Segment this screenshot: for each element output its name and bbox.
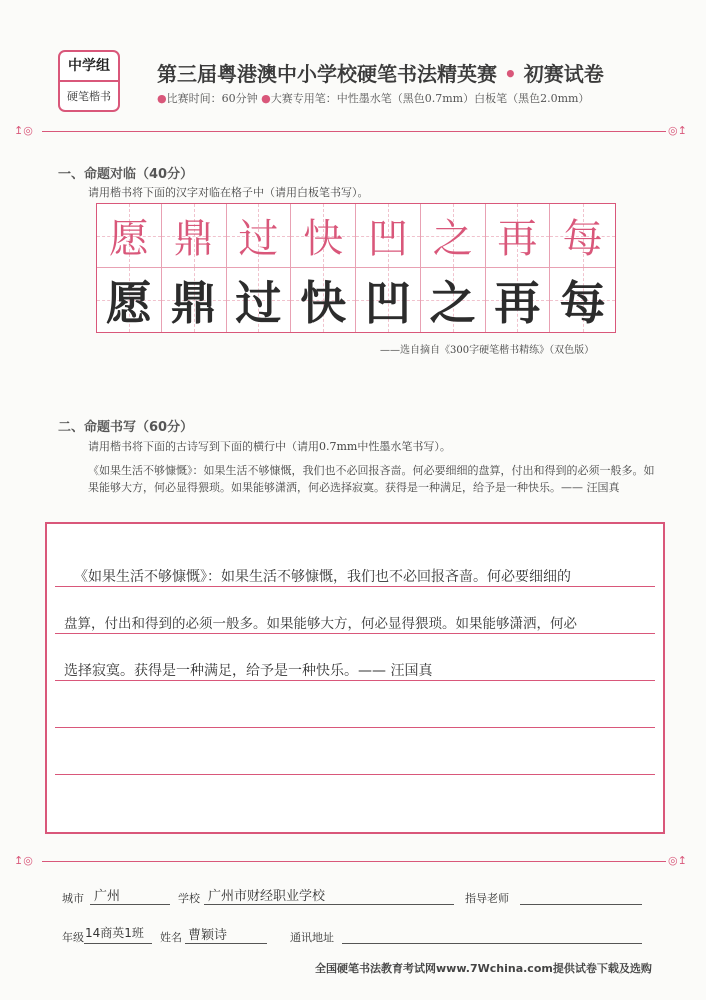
grid-cell-written <box>97 268 162 332</box>
grade-line <box>84 943 152 944</box>
school-label: 学校 <box>178 892 200 905</box>
grid-cell-model <box>97 204 162 268</box>
grid-cell-model <box>227 204 292 268</box>
page-title <box>157 58 604 87</box>
written-char: 鼎 <box>170 276 217 330</box>
ornament-icon: ↥◎ <box>14 124 33 137</box>
written-char: 过 <box>235 276 282 330</box>
poem-text: 《如果生活不够慷慨》：如果生活不够慷慨，我们也不必回报吝啬。何必要细细的盘算，付出和得到的必须一般多。如果能够大方，何必显得猥琐。如果能够潇洒，何必选择寂寞。获得是一种满足，给予是一种快乐。—— 汪国真 <box>88 464 655 494</box>
written-char: 之 <box>429 276 476 330</box>
model-char: 快 <box>303 216 344 262</box>
copy-grid <box>96 203 616 333</box>
writing-line <box>55 633 655 634</box>
grid-cell-written <box>162 268 227 332</box>
section2-instruction: 请用楷书将下面的古诗写到下面的横行中（请用0.7mm中性墨水笔书写）。 <box>88 440 451 453</box>
grid-cell-written <box>227 268 292 332</box>
title-main: 第三届粤港澳中小学校硬笔书法精英赛 <box>157 62 497 86</box>
title-sub: 初赛试卷 <box>523 62 604 86</box>
model-char: 愿 <box>108 216 149 262</box>
address-line[interactable] <box>342 943 642 944</box>
handwritten-line: 选择寂寞。获得是一种满足，给予是一种快乐。—— 汪国真 <box>64 663 433 679</box>
writing-line <box>55 680 655 681</box>
grid-cell-written <box>550 268 615 332</box>
footer-note: 全国硬笔书法教育考试网www.7Wchina.com提供试卷下载及选购 <box>315 962 652 975</box>
written-char: 再 <box>494 276 541 330</box>
grid-cell-written <box>356 268 421 332</box>
ornament-icon: ◎↥ <box>668 124 687 137</box>
writing-line <box>55 774 655 775</box>
teacher-label: 指导老师 <box>465 892 509 905</box>
written-char: 愿 <box>105 276 152 330</box>
model-char: 凹 <box>367 216 408 262</box>
model-char: 每 <box>562 216 603 262</box>
model-char: 之 <box>432 216 473 262</box>
name-line <box>185 943 267 944</box>
city-label: 城市 <box>62 892 84 905</box>
bullet-icon: ● <box>157 92 167 105</box>
section1-instruction: 请用楷书将下面的汉字对临在格子中（请用白板笔书写）。 <box>88 186 369 199</box>
badge-group-label: 中学组 <box>60 52 118 82</box>
city-value[interactable]: 广州 <box>94 889 121 904</box>
written-char: 凹 <box>364 276 411 330</box>
exam-time: 比赛时间：60分钟 <box>166 92 258 105</box>
school-line <box>204 904 454 905</box>
grid-cell-written <box>486 268 551 332</box>
written-char: 每 <box>559 276 606 330</box>
grid-cell-written <box>291 268 356 332</box>
section2-title: 二、命题书写（60分） <box>58 420 194 435</box>
badge-style-label: 硬笔楷书 <box>67 90 111 103</box>
handwritten-line: 盘算，付出和得到的必须一般多。如果能够大方，何必显得猥琐。如果能够潇洒，何必 <box>64 616 577 632</box>
address-label: 通讯地址 <box>290 931 334 944</box>
school-value[interactable]: 广州市财经职业学校 <box>208 889 326 904</box>
writing-line <box>55 727 655 728</box>
bullet-icon: ● <box>261 92 271 105</box>
section1-title: 一、命题对临（40分） <box>58 167 194 182</box>
grid-cell-model <box>421 204 486 268</box>
grid-cell-model <box>550 204 615 268</box>
grid-cell-model <box>486 204 551 268</box>
model-char: 过 <box>238 216 279 262</box>
grade-value[interactable]: 14商英1班 <box>85 926 144 940</box>
grid-cell-model <box>162 204 227 268</box>
top-divider <box>42 131 666 132</box>
teacher-line[interactable] <box>520 904 642 905</box>
written-char: 快 <box>300 276 347 330</box>
grid-cell-written <box>421 268 486 332</box>
city-line <box>90 904 170 905</box>
exam-info <box>157 90 589 106</box>
exam-pen: 大赛专用笔：中性墨水笔（黑色0.7mm）白板笔（黑色2.0mm） <box>270 92 590 105</box>
model-char: 鼎 <box>173 216 214 262</box>
group-badge <box>58 50 120 112</box>
grade-label: 年级 <box>62 931 84 944</box>
grid-cell-model <box>291 204 356 268</box>
name-label: 姓名 <box>160 931 182 944</box>
bottom-divider <box>42 861 666 862</box>
model-char: 再 <box>497 216 538 262</box>
grid-cell-model <box>356 204 421 268</box>
handwritten-line: 《如果生活不够慷慨》：如果生活不够慷慨，我们也不必回报吝啬。何必要细细的 <box>74 569 571 585</box>
source-note: ——选自摘自《300字硬笔楷书精练》（双色版） <box>380 345 595 356</box>
ornament-icon: ↥◎ <box>14 854 33 867</box>
name-value[interactable]: 曹颖诗 <box>188 928 228 943</box>
writing-line <box>55 586 655 587</box>
ornament-icon: ◎↥ <box>668 854 687 867</box>
title-separator: • <box>503 62 517 86</box>
